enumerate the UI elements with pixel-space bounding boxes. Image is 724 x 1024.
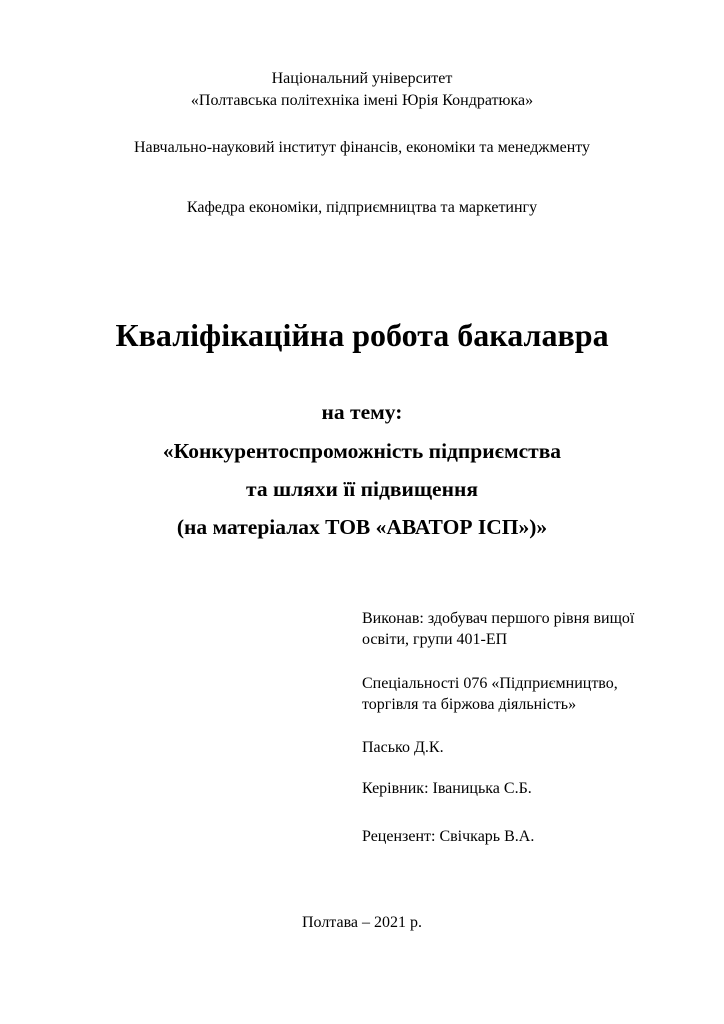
city-year: Полтава – 2021 р. xyxy=(301,914,423,931)
supervisor-name: Керівник: Іваницька С.Б. xyxy=(362,780,532,797)
reviewer-name: Рецензент: Свічкарь В.А. xyxy=(362,828,535,845)
performed-by-line-2: освіти, групи 401-ЕП xyxy=(362,631,508,648)
university-name: Національний університет xyxy=(271,70,453,87)
document-title: Кваліфікаційна робота бакалавра xyxy=(115,317,609,353)
specialty-line-2: торгівля та біржова діяльність» xyxy=(362,696,577,713)
student-name: Пасько Д.К. xyxy=(362,739,444,756)
topic-label: на тему: xyxy=(321,400,403,424)
topic-line-3: (на матеріалах ТОВ «АВАТОР ІСП»)» xyxy=(176,515,548,539)
institute-name: Навчально-науковий інститут фінансів, економіки та менеджменту xyxy=(133,139,591,156)
topic-line-2: та шляхи її підвищення xyxy=(246,477,478,501)
topic-line-1: «Конкурентоспроможність підприємства xyxy=(162,439,562,463)
university-full-name: «Полтавська політехніка імені Юрія Кондратюка» xyxy=(190,92,534,109)
department-name: Кафедра економіки, підприємництва та маркетингу xyxy=(186,199,538,216)
specialty-line-1: Спеціальності 076 «Підприємництво, xyxy=(362,675,618,692)
performed-by-line-1: Виконав: здобувач першого рівня вищої xyxy=(362,610,635,627)
